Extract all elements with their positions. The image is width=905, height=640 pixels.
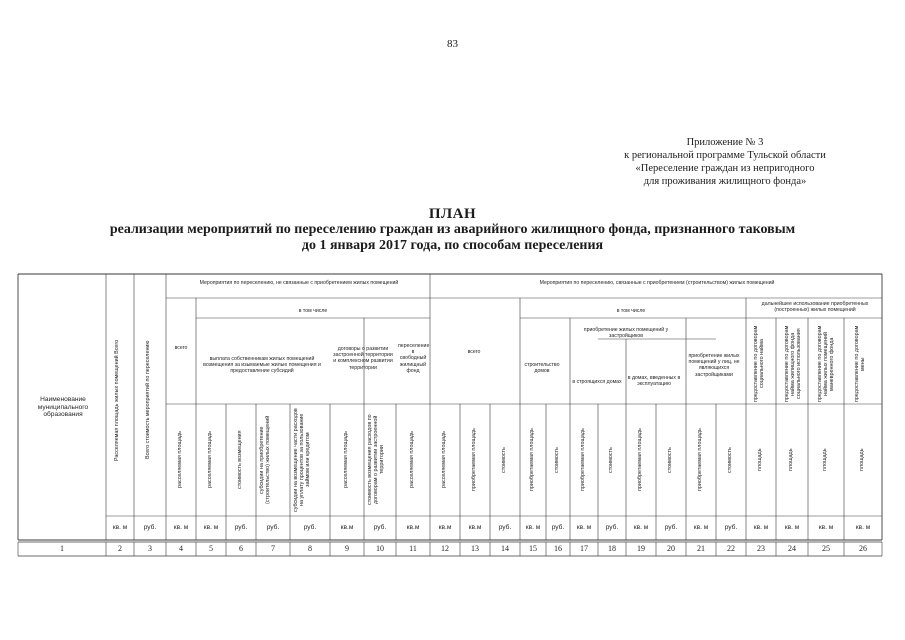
title-line-1: ПЛАН [428, 206, 477, 222]
column-number-9: 9 [345, 544, 349, 553]
column-number-23: 23 [757, 544, 765, 553]
column-number-10: 10 [376, 544, 384, 553]
unit-col-26: кв. м [855, 524, 871, 531]
unit-col-17: кв. м [576, 524, 592, 531]
group-a-header: Мероприятия по переселению, не связанные с приобретением жилых помещений [199, 280, 399, 286]
page-number: 83 [447, 38, 458, 50]
column-number-15: 15 [529, 544, 537, 553]
column-number-21: 21 [697, 544, 705, 553]
unit-col-3: руб. [143, 524, 157, 531]
unit-col-24: кв. м [784, 524, 800, 531]
unit-col-23: кв. м [753, 524, 769, 531]
subheader-col-14: стоимость [501, 447, 507, 473]
column-number-2: 2 [118, 544, 122, 553]
subheader-col-8: субсидии на возмещение части расходов на уплату процентов за пользование займом или кредитом [293, 408, 311, 512]
column-number-26: 26 [859, 544, 867, 553]
unit-col-21: кв. м [693, 524, 709, 531]
group-c-col-1: предоставление по договорам социального найма [753, 325, 765, 403]
subheader-col-7: субсидии на приобретение (строительство) жилых помещений [259, 415, 271, 505]
subheader-col-13: приобретаемая площадь [471, 428, 477, 492]
subheader-col-19: приобретаемая площадь [637, 428, 643, 492]
column-number-16: 16 [554, 544, 562, 553]
column-number-22: 22 [727, 544, 735, 553]
column-number-25: 25 [822, 544, 830, 553]
unit-col-19: кв. м [633, 524, 649, 531]
group-a-sub3: переселение в свободный жилищный фонд [398, 343, 430, 374]
column-number-11: 11 [409, 544, 417, 553]
column-number-7: 7 [271, 544, 275, 553]
column-number-3: 3 [148, 544, 152, 553]
column-number-19: 19 [637, 544, 645, 553]
column-number-12: 12 [441, 544, 449, 553]
column-number-5: 5 [209, 544, 213, 553]
group-a-total: всего [174, 345, 188, 351]
unit-col-5: кв. м [203, 524, 219, 531]
column-number-17: 17 [580, 544, 588, 553]
subheader-col-22: стоимость [727, 447, 733, 473]
group-a-sub2: договоры о развитии застроенной территории и комплексном развитии территории [333, 346, 393, 371]
column-number-4: 4 [179, 544, 183, 553]
column-number-8: 8 [308, 544, 312, 553]
group-a-incl: в том числе [298, 308, 328, 314]
unit-col-2: кв. м [112, 524, 128, 531]
group-b-sub2a: в строящихся домах [572, 379, 622, 385]
col-municipality-header: Наименование муниципального образования [37, 396, 89, 418]
group-b-sub2: приобретение жилых помещений у застройщиков [583, 327, 669, 340]
group-b-sub3: приобретение жилых помещений у лиц, не являющихся застройщиками [688, 353, 740, 378]
subheader-col-23: площадь [757, 448, 763, 472]
subheader-col-10: стоимость возмещения расходов по договорам о развитии застроенной территории [367, 414, 385, 506]
group-b-sub1: строительство домов [524, 362, 560, 375]
subheader-col-26: площадь [859, 448, 865, 472]
col-cost-total-header: Всего стоимость мероприятий по переселению [145, 340, 151, 460]
group-b-header: Мероприятия по переселению, связанные с приобретением (строительством) жилых помещений [539, 280, 775, 286]
unit-col-11: кв.м [406, 524, 420, 531]
subheader-col-17: приобретаемая площадь [580, 428, 586, 492]
appendix-line-4: для проживания жилищного фонда» [643, 176, 807, 187]
group-c-col-3: предоставление по договорам найма жилых помещений маневренного фонда [817, 325, 835, 403]
unit-col-7: руб. [266, 524, 280, 531]
unit-col-14: руб. [498, 524, 512, 531]
subheader-col-25: площадь [822, 448, 828, 472]
subheader-col-16: стоимость [554, 447, 560, 473]
column-number-14: 14 [501, 544, 509, 553]
subheader-col-24: площадь [788, 448, 794, 472]
subheader-col-15: приобретаемая площадь [529, 428, 535, 492]
group-b-incl: в том числе [616, 308, 646, 314]
title-line-3: до 1 января 2017 года, по способам переселения [301, 238, 604, 253]
subheader-col-9: расселяемая площадь [343, 431, 349, 489]
unit-col-6: руб. [234, 524, 248, 531]
column-number-24: 24 [788, 544, 796, 553]
subheader-col-18: стоимость [608, 447, 614, 473]
appendix-line-2: к региональной программе Тульской области [624, 150, 826, 161]
column-number-18: 18 [608, 544, 616, 553]
unit-col-22: руб. [724, 524, 738, 531]
col-area-total-header: Расселяемая площадь жилых помещений Всего [114, 339, 120, 461]
group-b-total: всего [467, 349, 481, 355]
unit-col-16: руб. [551, 524, 565, 531]
unit-col-8: руб. [303, 524, 317, 531]
group-b-sub2b: в домах, введенных в эксплуатацию [627, 375, 681, 388]
column-number-13: 13 [471, 544, 479, 553]
title-line-2: реализации мероприятий по переселению граждан из аварийного жилищного фонда, признанного таковым [109, 222, 796, 237]
group-c-header: дальнейшее использование приобретенных (построенных) жилых помещений [761, 301, 869, 314]
unit-col-20: руб. [664, 524, 678, 531]
column-number-6: 6 [239, 544, 243, 553]
subheader-col-5: расселяемая площадь [207, 431, 213, 489]
group-a-sub1: выплата собственникам жилых помещений возмещения за изымаемые жилые помещения и предоставление субсидий [203, 356, 321, 375]
subheader-col-4: расселяемая площадь [177, 431, 183, 489]
unit-col-15: кв. м [525, 524, 541, 531]
appendix-line-3: «Переселение граждан из непригодного [635, 163, 815, 174]
unit-col-9: кв.м [340, 524, 354, 531]
unit-col-10: руб. [373, 524, 387, 531]
column-number-20: 20 [667, 544, 675, 553]
unit-col-18: руб. [605, 524, 619, 531]
subheader-col-11: расселяемая площадь [409, 431, 415, 489]
unit-col-4: кв. м [173, 524, 189, 531]
subheader-col-20: стоимость [667, 447, 673, 473]
unit-col-12: кв.м [438, 524, 452, 531]
subheader-col-21: приобретаемая площадь [697, 428, 703, 492]
group-c-col-2: предоставление по договорам найма жилищного фонда социального использования [784, 325, 802, 403]
unit-col-13: кв.м [468, 524, 482, 531]
appendix-line-1: Приложение № 3 [686, 137, 764, 148]
column-number-1: 1 [60, 544, 64, 553]
subheader-col-12: расселяемая площадь [441, 431, 447, 489]
unit-col-25: кв. м [818, 524, 834, 531]
group-c-col-4: предоставление по договорам мены [854, 325, 866, 403]
subheader-col-6: стоимость возмещения [237, 430, 243, 490]
